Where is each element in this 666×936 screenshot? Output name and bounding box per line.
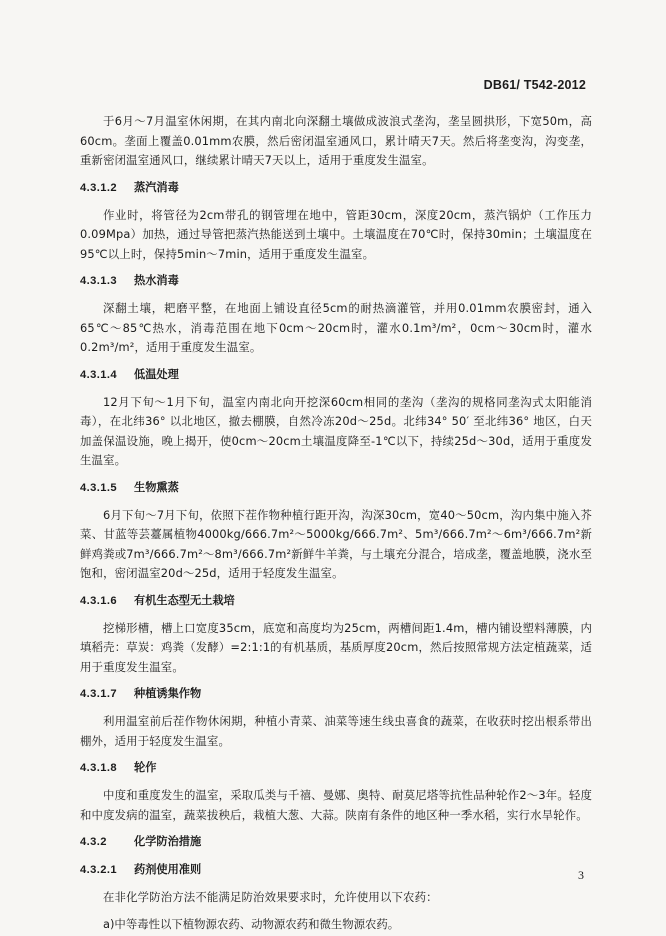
paragraph: 在非化学防治方法不能满足防治效果要求时，允许使用以下农药： xyxy=(103,890,438,904)
section-number: 4.3.1.6 xyxy=(80,594,118,607)
section-title: 热水消毒 xyxy=(134,274,179,287)
section-number: 4.3.1.4 xyxy=(80,368,118,381)
paragraph: 深翻土壤，耙磨平整，在地面上铺设直径5cm的耐热滴灌管，并用0.01mm农膜密封，通入65℃～85℃热水，消毒范围在地下0cm～20cm时，灌水0.1m³/m²，0cm～30cm时，灌水0.2m³/m²，适用于重度发生温室。 xyxy=(80,301,592,354)
section-heading xyxy=(80,178,592,198)
section-heading xyxy=(80,271,592,291)
section-number: 4.3.1.3 xyxy=(80,275,118,287)
paragraph: 中度和重度发生的温室，采取瓜类与千禧、曼娜、奥特、耐莫尼塔等抗性品种轮作2～3年。轻度和中度发病的温室，蔬菜拔秧后，栽植大葱、大蒜。陕南有条件的地区种一季水稻，实行水旱轮作。 xyxy=(80,788,592,822)
section-title: 低温处理 xyxy=(134,367,179,381)
section-number: 4.3.1.5 xyxy=(80,481,118,494)
section-heading xyxy=(80,684,592,704)
document-code: DB61/ T542-2012 xyxy=(483,78,586,92)
page-number: 3 xyxy=(578,868,584,882)
paragraph: 12月下旬～1月下旬，温室内南北向开挖深60cm相同的垄沟（垄沟的规格同垄沟式太阳能消毒），在北纬36° 以北地区，撤去棚膜，自然冷冻20d～25d。北纬34° 50′ 至北纬36° 地区，白天加盖保温设施，晚上揭开，使0cm～20cm土壤温度降至-1℃以下，持续25d～30d，适用于重度发生温室。 xyxy=(80,394,592,467)
section-title: 药剂使用准则 xyxy=(134,863,202,876)
section-title: 化学防治措施 xyxy=(134,835,202,848)
paragraph: 挖梯形槽，槽上口宽度35cm，底宽和高度均为25cm，两槽间距1.4m，槽内铺设塑料薄膜，内填稻壳：草炭：鸡粪（发酵）=2:1:1的有机基质，基质厚度20cm，然后按照常规方法定植蔬菜，适用于重度发生温室。 xyxy=(80,620,592,674)
section-number: 4.3.2 xyxy=(80,836,107,848)
section-number: 4.3.1.2 xyxy=(80,181,118,194)
section-title: 种植诱集作物 xyxy=(134,687,202,700)
section-title: 生物熏蒸 xyxy=(134,480,179,494)
paragraph: 利用温室前后茬作物休闲期，种植小青菜、油菜等速生线虫喜食的蔬菜，在收获时挖出根系带出棚外，适用于轻度发生温室。 xyxy=(80,714,592,748)
section-heading xyxy=(80,758,592,778)
section-title: 蒸汽消毒 xyxy=(134,180,179,194)
section-number: 4.3.1.8 xyxy=(80,762,118,774)
section-heading xyxy=(80,478,592,498)
section-number: 4.3.1.7 xyxy=(80,688,118,700)
section-number: 4.3.2.1 xyxy=(80,864,118,876)
section-heading xyxy=(80,860,592,880)
section-heading xyxy=(80,591,592,611)
paragraph: 于6月～7月温室休闲期，在其内南北向深翻土壤做成波浪式垄沟，垄呈圆拱形，下宽50m，高60cm。垄面上覆盖0.01mm农膜，然后密闭温室通风口，累计晴天7天。然后将垄变沟，沟变垄，重新密闭温室通风口，继续累计晴天7天以上，适用于重度发生温室。 xyxy=(80,114,592,167)
section-heading xyxy=(80,832,592,852)
section-title: 轮作 xyxy=(134,761,157,774)
section-heading xyxy=(80,365,592,385)
list-item: a)中等毒性以下植物源农药、动物源农药和微生物源农药。 xyxy=(103,916,400,931)
document-body xyxy=(80,112,592,934)
section-title: 有机生态型无土栽培 xyxy=(134,593,235,607)
paragraph: 作业时，将管径为2cm带孔的钢管埋在地中，管距30cm，深度20cm，蒸汽锅炉（工作压力0.09Mpa）加热，通过导管把蒸汽热能送到土壤中。土壤温度在70℃时，保持30min；土壤温度在95℃以上时，保持5min～7min，适用于重度发生温室。 xyxy=(80,207,592,261)
paragraph: 6月下旬～7月下旬，依照下茬作物种植行距开沟，沟深30cm，宽40～50cm，沟内集中施入芥菜、甘蓝等芸薹属植物4000kg/666.7m²～5000kg/666.7m²、5m³/666.7m²～6m³/666.7m²新鲜鸡粪或7m³/666.7m²～8m³/666.7m²新鲜牛羊粪，与土壤充分混合，培成垄，覆盖地膜，浇水至饱和，密闭温室20d～25d，适用于轻度发生温室。 xyxy=(80,507,592,580)
